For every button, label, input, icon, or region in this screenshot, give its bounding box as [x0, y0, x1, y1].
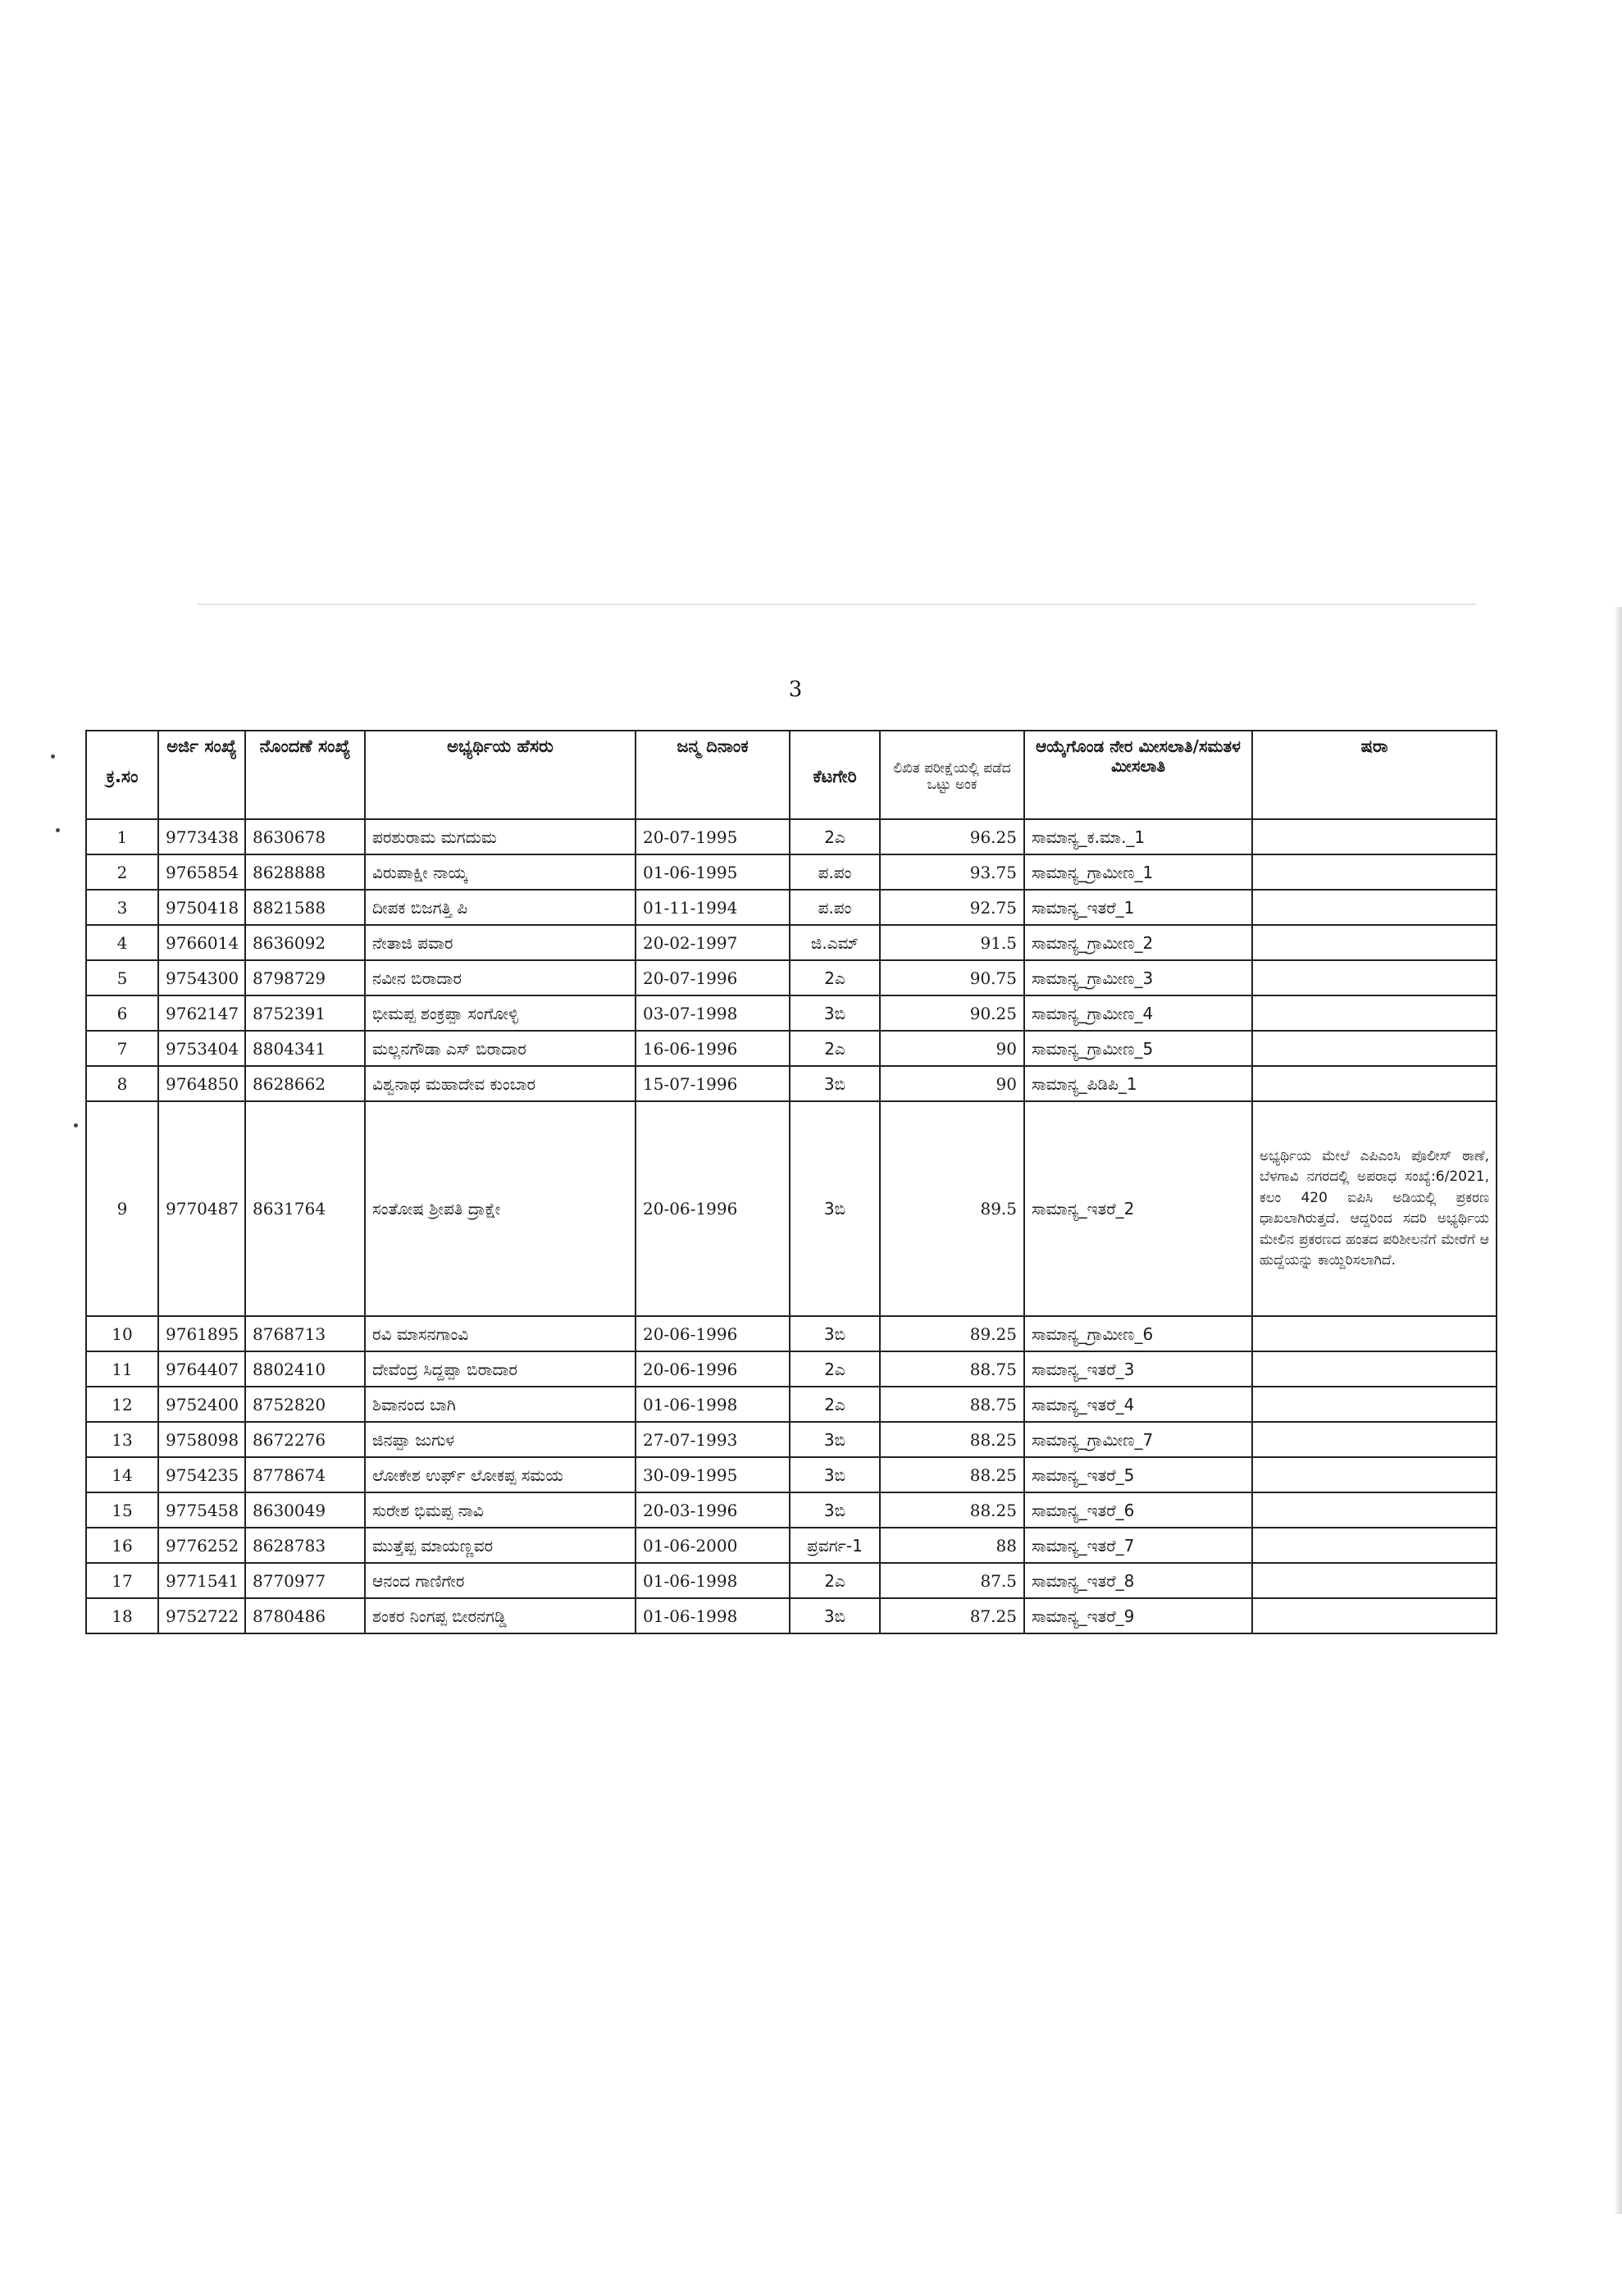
- cell-registration-number: 8628662: [245, 1066, 365, 1101]
- cell-registration-number: 8630049: [245, 1492, 365, 1528]
- cell-remarks: ಅಭ್ಯರ್ಥಿಯ ಮೇಲೆ ಎಪಿಎಂಸಿ ಪೊಲೀಸ್ ಠಾಣೆ, ಬೆಳಗಾವಿ ನಗರದಲ್ಲಿ ಅಪರಾಧ ಸಂಖ್ಯೆ:6/2021, ಕಲಂ 420 ಐಪಿಸಿ ಅಡಿಯಲ್ಲಿ ಪ್ರಕರಣ ಧಾಖಲಾಗಿರುತ್ತದೆ. ಆದ್ದರಿಂದ ಸದರಿ ಅಭ್ಯರ್ಥಿಯ ಮೇಲಿನ ಪ್ರಕರಣದ ಹಂತದ ಪರಿಶೀಲನೆಗೆ ಮೇರೆಗೆ ಆ ಹುದ್ದೆಯನ್ನು ಕಾಯ್ದಿರಿಸಲಾಗಿದೆ.: [1252, 1101, 1497, 1316]
- cell-selected-reservation: ಸಾಮಾನ್ಯ_ಇತರೆ_4: [1024, 1387, 1252, 1422]
- cell-selected-reservation: ಸಾಮಾನ್ಯ_ಗ್ರಾಮೀಣ_3: [1024, 960, 1252, 995]
- cell-date-of-birth: 30-09-1995: [636, 1457, 790, 1492]
- cell-selected-reservation: ಸಾಮಾನ್ಯ_ಇತರೆ_9: [1024, 1598, 1252, 1633]
- cell-candidate-name: ನವೀನ ಬಿರಾದಾರ: [365, 960, 636, 995]
- table-row: [86, 1528, 1497, 1563]
- cell-candidate-name: ಶಿವಾನಂದ ಬಾಗಿ: [365, 1387, 636, 1422]
- cell-category: 3ಬಿ: [790, 1492, 880, 1528]
- cell-selected-reservation: ಸಾಮಾನ್ಯ_ಗ್ರಾಮೀಣ_5: [1024, 1031, 1252, 1066]
- cell-application-number: 9758098: [158, 1422, 245, 1457]
- header-serial-number: ಕ್ರ.ಸಂ: [86, 731, 158, 819]
- cell-registration-number: 8780486: [245, 1598, 365, 1633]
- cell-remarks: [1252, 1351, 1497, 1387]
- cell-remarks: [1252, 1563, 1497, 1598]
- cell-serial-number: 3: [86, 890, 158, 925]
- cell-date-of-birth: 01-06-1998: [636, 1598, 790, 1633]
- cell-date-of-birth: 01-06-1998: [636, 1563, 790, 1598]
- cell-registration-number: 8630678: [245, 819, 365, 854]
- cell-serial-number: 4: [86, 925, 158, 960]
- cell-selected-reservation: ಸಾಮಾನ್ಯ_ಗ್ರಾಮೀಣ_7: [1024, 1422, 1252, 1457]
- cell-application-number: 9766014: [158, 925, 245, 960]
- cell-application-number: 9754235: [158, 1457, 245, 1492]
- header-selected-reservation: ಆಯ್ಕೆಗೊಂಡ ನೇರ ಮೀಸಲಾತಿ/ಸಮತಳ ಮೀಸಲಾತಿ: [1024, 731, 1252, 819]
- cell-candidate-name: ಸಂತೋಷ ಶ್ರೀಪತಿ ದ್ರಾಕ್ಷೇ: [365, 1101, 636, 1316]
- cell-date-of-birth: 20-02-1997: [636, 925, 790, 960]
- table-row: [86, 819, 1497, 854]
- table-row: [86, 1316, 1497, 1351]
- cell-application-number: 9776252: [158, 1528, 245, 1563]
- cell-candidate-name: ಮುತ್ತೆಪ್ಪ ಮಾಯಣ್ಣವರ: [365, 1528, 636, 1563]
- cell-category: 3ಬಿ: [790, 1316, 880, 1351]
- cell-remarks: [1252, 1066, 1497, 1101]
- cell-marks: 91.5: [880, 925, 1024, 960]
- cell-candidate-name: ಜಿನಪ್ಪಾ ಜುಗುಳ: [365, 1422, 636, 1457]
- cell-date-of-birth: 20-07-1996: [636, 960, 790, 995]
- cell-application-number: 9771541: [158, 1563, 245, 1598]
- cell-marks: 89.5: [880, 1101, 1024, 1316]
- cell-date-of-birth: 01-06-1998: [636, 1387, 790, 1422]
- cell-application-number: 9762147: [158, 995, 245, 1031]
- table-row: [86, 1457, 1497, 1492]
- cell-selected-reservation: ಸಾಮಾನ್ಯ_ಇತರೆ_1: [1024, 890, 1252, 925]
- scan-right-edge-shadow: [1614, 607, 1622, 2214]
- cell-application-number: 9764407: [158, 1351, 245, 1387]
- cell-candidate-name: ಶಂಕರ ನಿಂಗಪ್ಪ ಬೀರನಗಡ್ಡಿ: [365, 1598, 636, 1633]
- cell-category: 3ಬಿ: [790, 1422, 880, 1457]
- cell-date-of-birth: 01-06-1995: [636, 854, 790, 890]
- cell-candidate-name: ಸುರೇಶ ಭಿಮಪ್ಪ ನಾವಿ: [365, 1492, 636, 1528]
- cell-candidate-name: ದೀಪಕ ಬಿಜಗತ್ತಿ ಪಿ: [365, 890, 636, 925]
- cell-category: ಪ್ರವರ್ಗ-1: [790, 1528, 880, 1563]
- cell-registration-number: 8768713: [245, 1316, 365, 1351]
- cell-candidate-name: ದೇವೆಂದ್ರ ಸಿದ್ದಪ್ಪಾ ಬಿರಾದಾರ: [365, 1351, 636, 1387]
- cell-category: 3ಬಿ: [790, 1457, 880, 1492]
- table-row: [86, 854, 1497, 890]
- cell-serial-number: 10: [86, 1316, 158, 1351]
- cell-selected-reservation: ಸಾಮಾನ್ಯ_ಇತರೆ_2: [1024, 1101, 1252, 1316]
- cell-remarks: [1252, 890, 1497, 925]
- candidate-list-table: [85, 730, 1497, 1634]
- scan-top-rule: [197, 604, 1476, 605]
- cell-category: ಪ.ಪಂ: [790, 890, 880, 925]
- cell-category: 2ಎ: [790, 1387, 880, 1422]
- cell-category: 3ಬಿ: [790, 1598, 880, 1633]
- cell-remarks: [1252, 1457, 1497, 1492]
- cell-marks: 88.25: [880, 1422, 1024, 1457]
- cell-application-number: 9750418: [158, 890, 245, 925]
- cell-registration-number: 8798729: [245, 960, 365, 995]
- cell-date-of-birth: 27-07-1993: [636, 1422, 790, 1457]
- cell-serial-number: 8: [86, 1066, 158, 1101]
- table-row: [86, 1387, 1497, 1422]
- table-row: [86, 1351, 1497, 1387]
- header-remarks: ಷರಾ: [1252, 731, 1497, 819]
- cell-remarks: [1252, 995, 1497, 1031]
- cell-date-of-birth: 20-06-1996: [636, 1316, 790, 1351]
- cell-category: 2ಎ: [790, 960, 880, 995]
- cell-marks: 87.25: [880, 1598, 1024, 1633]
- cell-serial-number: 15: [86, 1492, 158, 1528]
- cell-serial-number: 5: [86, 960, 158, 995]
- cell-marks: 88: [880, 1528, 1024, 1563]
- cell-application-number: 9765854: [158, 854, 245, 890]
- cell-candidate-name: ವಿಶ್ವನಾಥ ಮಹಾದೇವ ಕುಂಬಾರ: [365, 1066, 636, 1101]
- cell-application-number: 9770487: [158, 1101, 245, 1316]
- cell-date-of-birth: 15-07-1996: [636, 1066, 790, 1101]
- cell-serial-number: 2: [86, 854, 158, 890]
- cell-serial-number: 14: [86, 1457, 158, 1492]
- cell-date-of-birth: 20-07-1995: [636, 819, 790, 854]
- cell-serial-number: 13: [86, 1422, 158, 1457]
- table-row: [86, 1031, 1497, 1066]
- cell-selected-reservation: ಸಾಮಾನ್ಯ_ಇತರೆ_3: [1024, 1351, 1252, 1387]
- cell-registration-number: 8804341: [245, 1031, 365, 1066]
- scan-speck: [51, 754, 55, 758]
- cell-selected-reservation: ಸಾಮಾನ್ಯ_ಇತರೆ_5: [1024, 1457, 1252, 1492]
- cell-date-of-birth: 16-06-1996: [636, 1031, 790, 1066]
- cell-application-number: 9775458: [158, 1492, 245, 1528]
- cell-registration-number: 8770977: [245, 1563, 365, 1598]
- cell-category: 3ಬಿ: [790, 1066, 880, 1101]
- cell-registration-number: 8631764: [245, 1101, 365, 1316]
- cell-remarks: [1252, 819, 1497, 854]
- cell-candidate-name: ರವಿ ಮಾಸನಗಾಂವಿ: [365, 1316, 636, 1351]
- cell-application-number: 9761895: [158, 1316, 245, 1351]
- cell-serial-number: 7: [86, 1031, 158, 1066]
- header-category: ಕೆಟಗೇರಿ: [790, 731, 880, 819]
- cell-application-number: 9752400: [158, 1387, 245, 1422]
- cell-category: 2ಎ: [790, 1351, 880, 1387]
- cell-marks: 92.75: [880, 890, 1024, 925]
- cell-selected-reservation: ಸಾಮಾನ್ಯ_ಕ.ಮಾ._1: [1024, 819, 1252, 854]
- table-row: [86, 1598, 1497, 1633]
- header-application-number: ಅರ್ಜಿ ಸಂಖ್ಯೆ: [158, 731, 245, 819]
- cell-selected-reservation: ಸಾಮಾನ್ಯ_ಗ್ರಾಮೀಣ_4: [1024, 995, 1252, 1031]
- cell-remarks: [1252, 960, 1497, 995]
- cell-registration-number: 8752820: [245, 1387, 365, 1422]
- cell-application-number: 9773438: [158, 819, 245, 854]
- cell-candidate-name: ನೇತಾಜಿ ಪವಾರ: [365, 925, 636, 960]
- cell-remarks: [1252, 1422, 1497, 1457]
- cell-application-number: 9764850: [158, 1066, 245, 1101]
- cell-serial-number: 16: [86, 1528, 158, 1563]
- cell-date-of-birth: 01-06-2000: [636, 1528, 790, 1563]
- table-row: [86, 995, 1497, 1031]
- cell-remarks: [1252, 1387, 1497, 1422]
- cell-serial-number: 6: [86, 995, 158, 1031]
- cell-registration-number: 8628783: [245, 1528, 365, 1563]
- cell-registration-number: 8752391: [245, 995, 365, 1031]
- cell-candidate-name: ಭೀಮಪ್ಪ ಶಂಕ್ರಪ್ಪಾ ಸಂಗೋಳ್ಳಿ: [365, 995, 636, 1031]
- cell-registration-number: 8802410: [245, 1351, 365, 1387]
- header-date-of-birth: ಜನ್ಮ ದಿನಾಂಕ: [636, 731, 790, 819]
- cell-candidate-name: ಲೋಕೇಶ ಉರ್ಫ್ ಲೋಕಪ್ಪ ಸಮಯ: [365, 1457, 636, 1492]
- cell-remarks: [1252, 1492, 1497, 1528]
- cell-remarks: [1252, 925, 1497, 960]
- cell-application-number: 9752722: [158, 1598, 245, 1633]
- cell-marks: 90: [880, 1066, 1024, 1101]
- cell-serial-number: 12: [86, 1387, 158, 1422]
- cell-category: 2ಎ: [790, 1563, 880, 1598]
- cell-category: 3ಬಿ: [790, 1101, 880, 1316]
- cell-marks: 90.75: [880, 960, 1024, 995]
- table-row: [86, 1422, 1497, 1457]
- cell-marks: 88.75: [880, 1351, 1024, 1387]
- header-registration-number: ನೊಂದಣೆ ಸಂಖ್ಯೆ: [245, 731, 365, 819]
- cell-remarks: [1252, 1031, 1497, 1066]
- cell-marks: 87.5: [880, 1563, 1024, 1598]
- cell-marks: 90: [880, 1031, 1024, 1066]
- cell-application-number: 9754300: [158, 960, 245, 995]
- cell-candidate-name: ಆನಂದ ಗಾಣಿಗೇರ: [365, 1563, 636, 1598]
- cell-registration-number: 8778674: [245, 1457, 365, 1492]
- cell-date-of-birth: 20-03-1996: [636, 1492, 790, 1528]
- cell-candidate-name: ವಿರುಪಾಕ್ಷೀ ನಾಯ್ಕ: [365, 854, 636, 890]
- cell-remarks: [1252, 1528, 1497, 1563]
- cell-application-number: 9753404: [158, 1031, 245, 1066]
- cell-registration-number: 8628888: [245, 854, 365, 890]
- cell-registration-number: 8636092: [245, 925, 365, 960]
- cell-selected-reservation: ಸಾಮಾನ್ಯ_ಇತರೆ_8: [1024, 1563, 1252, 1598]
- cell-remarks: [1252, 1598, 1497, 1633]
- cell-marks: 88.25: [880, 1457, 1024, 1492]
- cell-marks: 90.25: [880, 995, 1024, 1031]
- cell-registration-number: 8821588: [245, 890, 365, 925]
- cell-marks: 93.75: [880, 854, 1024, 890]
- cell-candidate-name: ಮಲ್ಲನಗೌಡಾ ಎಸ್ ಬಿರಾದಾರ: [365, 1031, 636, 1066]
- table-row: [86, 925, 1497, 960]
- scan-speck: [56, 828, 60, 832]
- cell-marks: 89.25: [880, 1316, 1024, 1351]
- cell-category: ಜಿ.ಎಮ್: [790, 925, 880, 960]
- cell-serial-number: 18: [86, 1598, 158, 1633]
- cell-selected-reservation: ಸಾಮಾನ್ಯ_ಗ್ರಾಮೀಣ_6: [1024, 1316, 1252, 1351]
- table-header-row: [86, 731, 1497, 819]
- cell-marks: 88.75: [880, 1387, 1024, 1422]
- cell-serial-number: 17: [86, 1563, 158, 1598]
- cell-marks: 88.25: [880, 1492, 1024, 1528]
- table-row: [86, 890, 1497, 925]
- table-row: [86, 1563, 1497, 1598]
- cell-category: 2ಎ: [790, 1031, 880, 1066]
- cell-registration-number: 8672276: [245, 1422, 365, 1457]
- header-candidate-name: ಅಭ್ಯರ್ಥಿಯ ಹೆಸರು: [365, 731, 636, 819]
- cell-date-of-birth: 20-06-1996: [636, 1101, 790, 1316]
- cell-category: 2ಎ: [790, 819, 880, 854]
- cell-serial-number: 11: [86, 1351, 158, 1387]
- table-body: [86, 819, 1497, 1633]
- cell-selected-reservation: ಸಾಮಾನ್ಯ_ಇತರೆ_6: [1024, 1492, 1252, 1528]
- cell-serial-number: 9: [86, 1101, 158, 1316]
- table-row: [86, 960, 1497, 995]
- scan-speck: [74, 1123, 78, 1128]
- cell-remarks: [1252, 854, 1497, 890]
- cell-serial-number: 1: [86, 819, 158, 854]
- header-written-exam-marks: ಲಿಖಿತ ಪರೀಕ್ಷೆಯಲ್ಲಿ ಪಡೆದ ಒಟ್ಟು ಅಂಕ: [880, 731, 1024, 819]
- table-row: [86, 1101, 1497, 1316]
- cell-date-of-birth: 20-06-1996: [636, 1351, 790, 1387]
- page-number: 3: [788, 677, 803, 702]
- table-row: [86, 1066, 1497, 1101]
- cell-category: 3ಬಿ: [790, 995, 880, 1031]
- cell-date-of-birth: 01-11-1994: [636, 890, 790, 925]
- cell-selected-reservation: ಸಾಮಾನ್ಯ_ಗ್ರಾಮೀಣ_2: [1024, 925, 1252, 960]
- cell-marks: 96.25: [880, 819, 1024, 854]
- cell-candidate-name: ಪರಶುರಾಮ ಮಗದುಮ: [365, 819, 636, 854]
- cell-selected-reservation: ಸಾಮಾನ್ಯ_ಇತರೆ_7: [1024, 1528, 1252, 1563]
- table-row: [86, 1492, 1497, 1528]
- cell-selected-reservation: ಸಾಮಾನ್ಯ_ಪಿಡಿಪಿ_1: [1024, 1066, 1252, 1101]
- cell-date-of-birth: 03-07-1998: [636, 995, 790, 1031]
- cell-category: ಪ.ಪಂ: [790, 854, 880, 890]
- cell-selected-reservation: ಸಾಮಾನ್ಯ_ಗ್ರಾಮೀಣ_1: [1024, 854, 1252, 890]
- cell-remarks: [1252, 1316, 1497, 1351]
